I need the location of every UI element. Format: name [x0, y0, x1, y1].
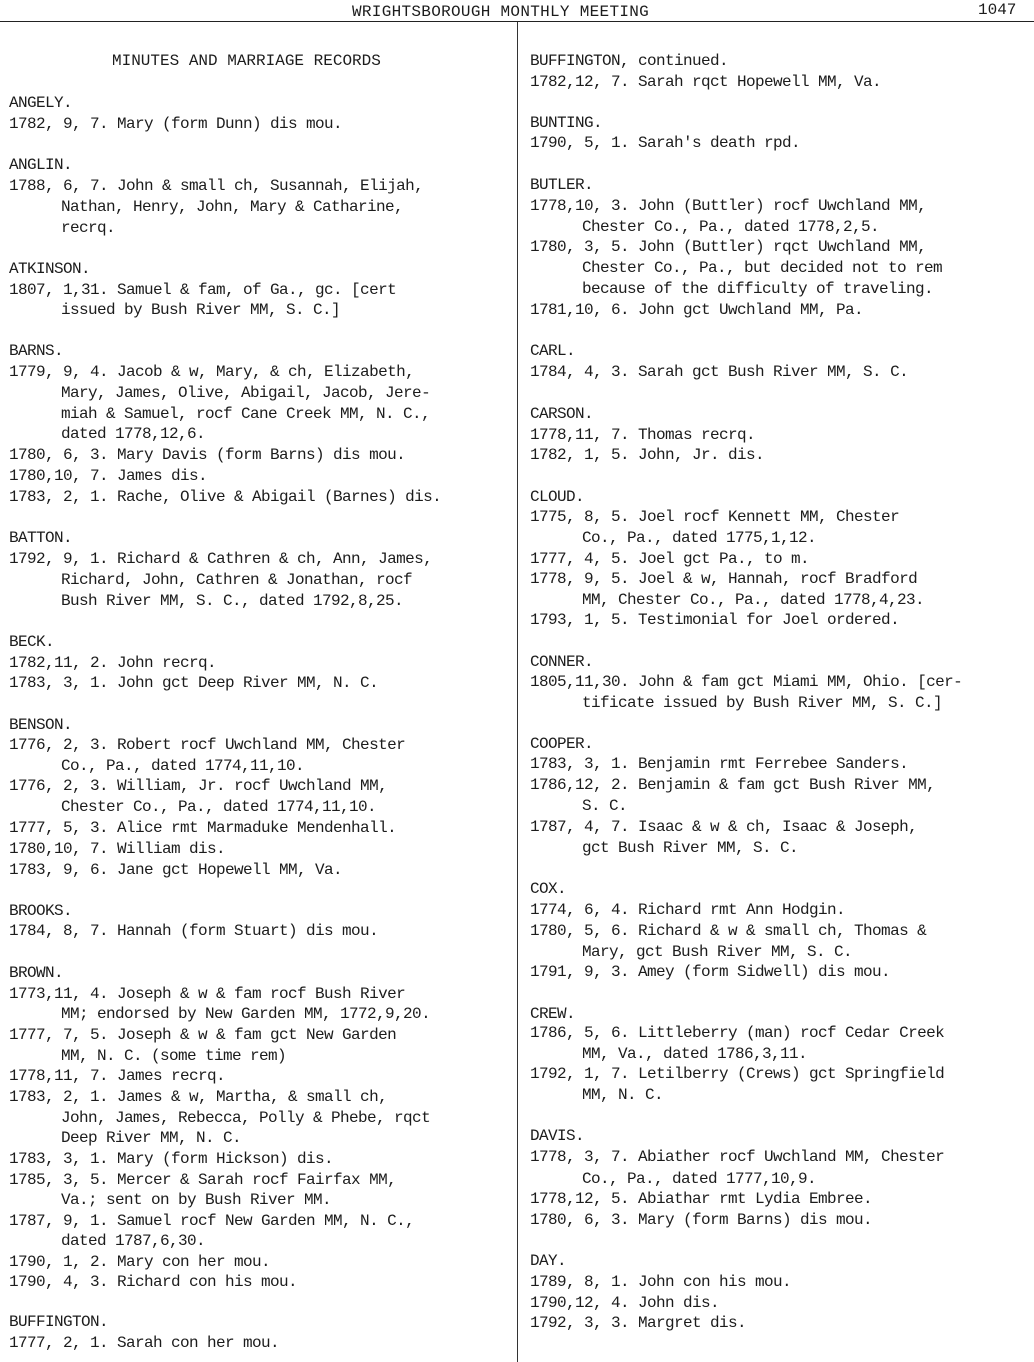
right-surname-heading: CLOUD. — [530, 488, 585, 506]
left-surname-heading: BROOKS. — [9, 902, 73, 920]
right-record-line: 1781,10, 6. John gct Uwchland MM, Pa. — [530, 301, 864, 319]
left-record-line: 1785, 3, 5. Mercer & Sarah rocf Fairfax MM, — [9, 1171, 397, 1189]
right-record-line: MM, Va., dated 1786,3,11. — [582, 1045, 808, 1063]
right-surname-heading: CARSON. — [530, 405, 594, 423]
right-record-line: 1786, 5, 6. Littleberry (man) rocf Cedar Creek — [530, 1024, 945, 1042]
right-surname-heading: S. C. — [582, 797, 628, 815]
left-record-line: 1780, 6, 3. Mary Davis (form Barns) dis mou. — [9, 446, 406, 464]
right-record-line: 1780, 3, 5. John (Buttler) rqct Uwchland MM, — [530, 238, 927, 256]
right-record-line: MM, Chester Co., Pa., dated 1778,4,23. — [582, 591, 925, 609]
left-record-line: 1777, 7, 5. Joseph & w & fam gct New Garden — [9, 1026, 397, 1044]
left-record-line: miah & Samuel, rocf Cane Creek MM, N. C., — [61, 405, 431, 423]
right-record-line: 1783, 3, 1. Benjamin rmt Ferrebee Sanders. — [530, 755, 909, 773]
left-surname-heading: BECK. — [9, 633, 55, 651]
right-record-line: 1778,11, 7. Thomas recrq. — [530, 426, 756, 444]
right-record-line: 1792, 3, 3. Margret dis. — [530, 1314, 747, 1332]
right-record-line: 1780, 6, 3. Mary (form Barns) dis mou. — [530, 1211, 873, 1229]
right-record-line: 1784, 4, 3. Sarah gct Bush River MM, S. C. — [530, 363, 909, 381]
left-record-line: Deep River MM, N. C. — [61, 1129, 242, 1147]
left-record-line: MM; endorsed by New Garden MM, 1772,9,20. — [61, 1005, 431, 1023]
right-surname-heading: COOPER. — [530, 735, 594, 753]
left-surname-heading: ANGELY. — [9, 94, 73, 112]
left-surname-heading: ATKINSON. — [9, 260, 91, 278]
right-record-line: Chester Co., Pa., but decided not to rem — [582, 259, 943, 277]
right-surname-heading: CONNER. — [530, 653, 594, 671]
right-surname-heading: COX. — [530, 880, 567, 898]
left-record-line: 1784, 8, 7. Hannah (form Stuart) dis mou. — [9, 922, 379, 940]
left-surname-heading: BATTON. — [9, 529, 73, 547]
page-header-title: WRIGHTSBOROUGH MONTHLY MEETING — [352, 3, 650, 21]
right-record-line: 1778, 3, 7. Abiather rocf Uwchland MM, Chester — [530, 1148, 945, 1166]
left-record-line: 1783, 3, 1. Mary (form Hickson) dis. — [9, 1150, 334, 1168]
right-record-line: 1778, 9, 5. Joel & w, Hannah, rocf Bradford — [530, 570, 918, 588]
left-record-line: Chester Co., Pa., dated 1774,11,10. — [61, 798, 377, 816]
left-surname-heading: BUFFINGTON. — [9, 1313, 109, 1331]
right-record-line: 1778,10, 3. John (Buttler) rocf Uwchland MM, — [530, 197, 927, 215]
left-surname-heading: MM, N. C. (some time rem) — [61, 1047, 287, 1065]
right-record-line: Co., Pa., dated 1777,10,9. — [582, 1170, 817, 1188]
right-surname-heading: CREW. — [530, 1005, 576, 1023]
right-record-line: 1790,12, 4. John dis. — [530, 1294, 720, 1312]
right-surname-heading: DAY. — [530, 1252, 567, 1270]
right-record-line: 1778,12, 5. Abiathar rmt Lydia Embree. — [530, 1190, 873, 1208]
left-surname-heading: BROWN. — [9, 964, 64, 982]
left-record-line: Richard, John, Cathren & Jonathan, rocf — [61, 571, 413, 589]
right-surname-heading: CARL. — [530, 342, 576, 360]
left-record-line: 1778,11, 7. James recrq. — [9, 1067, 226, 1085]
left-surname-heading: BARNS. — [9, 342, 64, 360]
left-record-line: issued by Bush River MM, S. C.] — [61, 301, 341, 319]
right-surname-heading: MM, N. C. — [582, 1086, 664, 1104]
left-record-line: 1780,10, 7. James dis. — [9, 467, 208, 485]
right-record-line: Co., Pa., dated 1775,1,12. — [582, 529, 817, 547]
right-surname-heading: DAVIS. — [530, 1127, 585, 1145]
left-record-line: Co., Pa., dated 1774,11,10. — [61, 757, 305, 775]
left-record-line: 1783, 3, 1. John gct Deep River MM, N. C. — [9, 674, 379, 692]
right-record-line: 1791, 9, 3. Amey (form Sidwell) dis mou. — [530, 963, 891, 981]
right-surname-heading: BUFFINGTON, continued. — [530, 52, 729, 70]
right-record-line: Chester Co., Pa., dated 1778,2,5. — [582, 218, 880, 236]
left-record-line: John, James, Rebecca, Polly & Phebe, rqct — [61, 1109, 431, 1127]
right-record-line: 1782, 1, 5. John, Jr. dis. — [530, 446, 765, 464]
left-record-line: 1777, 2, 1. Sarah con her mou. — [9, 1334, 280, 1352]
left-record-line: 1777, 5, 3. Alice rmt Marmaduke Mendenhall. — [9, 819, 397, 837]
page-number: 1047 — [978, 1, 1017, 19]
left-record-line: 1807, 1,31. Samuel & fam, of Ga., gc. [cert — [9, 281, 397, 299]
right-record-line: 1786,12, 2. Benjamin & fam gct Bush River MM, — [530, 776, 936, 794]
right-record-line: 1787, 4, 7. Isaac & w & ch, Isaac & Joseph, — [530, 818, 918, 836]
right-record-line: 1780, 5, 6. Richard & w & small ch, Thomas & — [530, 922, 927, 940]
left-record-line: 1780,10, 7. William dis. — [9, 840, 226, 858]
left-record-line: 1790, 4, 3. Richard con his mou. — [9, 1273, 298, 1291]
right-record-line: 1775, 8, 5. Joel rocf Kennett MM, Chester — [530, 508, 900, 526]
column-divider — [517, 22, 518, 1362]
right-surname-heading: BUNTING. — [530, 114, 603, 132]
left-record-line: Va.; sent on by Bush River MM. — [61, 1191, 332, 1209]
left-record-line: 1783, 2, 1. James & w, Martha, & small ch, — [9, 1088, 388, 1106]
right-record-line: 1777, 4, 5. Joel gct Pa., to m. — [530, 550, 810, 568]
left-surname-heading: ANGLIN. — [9, 156, 73, 174]
left-record-line: Mary, James, Olive, Abigail, Jacob, Jere- — [61, 384, 431, 402]
left-record-line: 1790, 1, 2. Mary con her mou. — [9, 1253, 271, 1271]
right-record-line: 1790, 5, 1. Sarah's death rpd. — [530, 134, 801, 152]
right-record-line: 1792, 1, 7. Letilberry (Crews) gct Springfield — [530, 1065, 945, 1083]
left-record-line: 1782, 9, 7. Mary (form Dunn) dis mou. — [9, 115, 343, 133]
right-record-line: 1789, 8, 1. John con his mou. — [530, 1273, 792, 1291]
left-record-line: 1787, 9, 1. Samuel rocf New Garden MM, N. C., — [9, 1212, 415, 1230]
left-record-line: 1783, 9, 6. Jane gct Hopewell MM, Va. — [9, 861, 343, 879]
left-record-line: dated 1778,12,6. — [61, 425, 206, 443]
right-surname-heading: BUTLER. — [530, 176, 594, 194]
right-record-line: tificate issued by Bush River MM, S. C.] — [582, 694, 943, 712]
left-record-line: 1792, 9, 1. Richard & Cathren & ch, Ann, James, — [9, 550, 433, 568]
left-record-line: 1779, 9, 4. Jacob & w, Mary, & ch, Elizabeth, — [9, 363, 415, 381]
left-record-line: 1783, 2, 1. Rache, Olive & Abigail (Barnes) dis. — [9, 488, 442, 506]
right-record-line: 1782,12, 7. Sarah rqct Hopewell MM, Va. — [530, 73, 882, 91]
left-record-line: 1773,11, 4. Joseph & w & fam rocf Bush River — [9, 985, 406, 1003]
left-record-line: 1788, 6, 7. John & small ch, Susannah, Elijah, — [9, 177, 424, 195]
right-record-line: 1774, 6, 4. Richard rmt Ann Hodgin. — [530, 901, 846, 919]
left-record-line: Bush River MM, S. C., dated 1792,8,25. — [61, 592, 404, 610]
right-record-line: 1793, 1, 5. Testimonial for Joel ordered. — [530, 611, 900, 629]
left-record-line: recrq. — [61, 219, 116, 237]
left-record-line: 1782,11, 2. John recrq. — [9, 654, 217, 672]
section-title: MINUTES AND MARRIAGE RECORDS — [112, 52, 381, 70]
left-record-line: Nathan, Henry, John, Mary & Catharine, — [61, 198, 404, 216]
right-record-line: Mary, gct Bush River MM, S. C. — [582, 943, 853, 961]
left-surname-heading: BENSON. — [9, 716, 73, 734]
right-record-line: 1805,11,30. John & fam gct Miami MM, Ohio. [cer- — [530, 673, 963, 691]
right-record-line: gct Bush River MM, S. C. — [582, 839, 799, 857]
left-record-line: dated 1787,6,30. — [61, 1232, 206, 1250]
left-record-line: 1776, 2, 3. William, Jr. rocf Uwchland MM, — [9, 777, 388, 795]
right-record-line: because of the difficulty of traveling. — [582, 280, 934, 298]
left-record-line: 1776, 2, 3. Robert rocf Uwchland MM, Chester — [9, 736, 406, 754]
